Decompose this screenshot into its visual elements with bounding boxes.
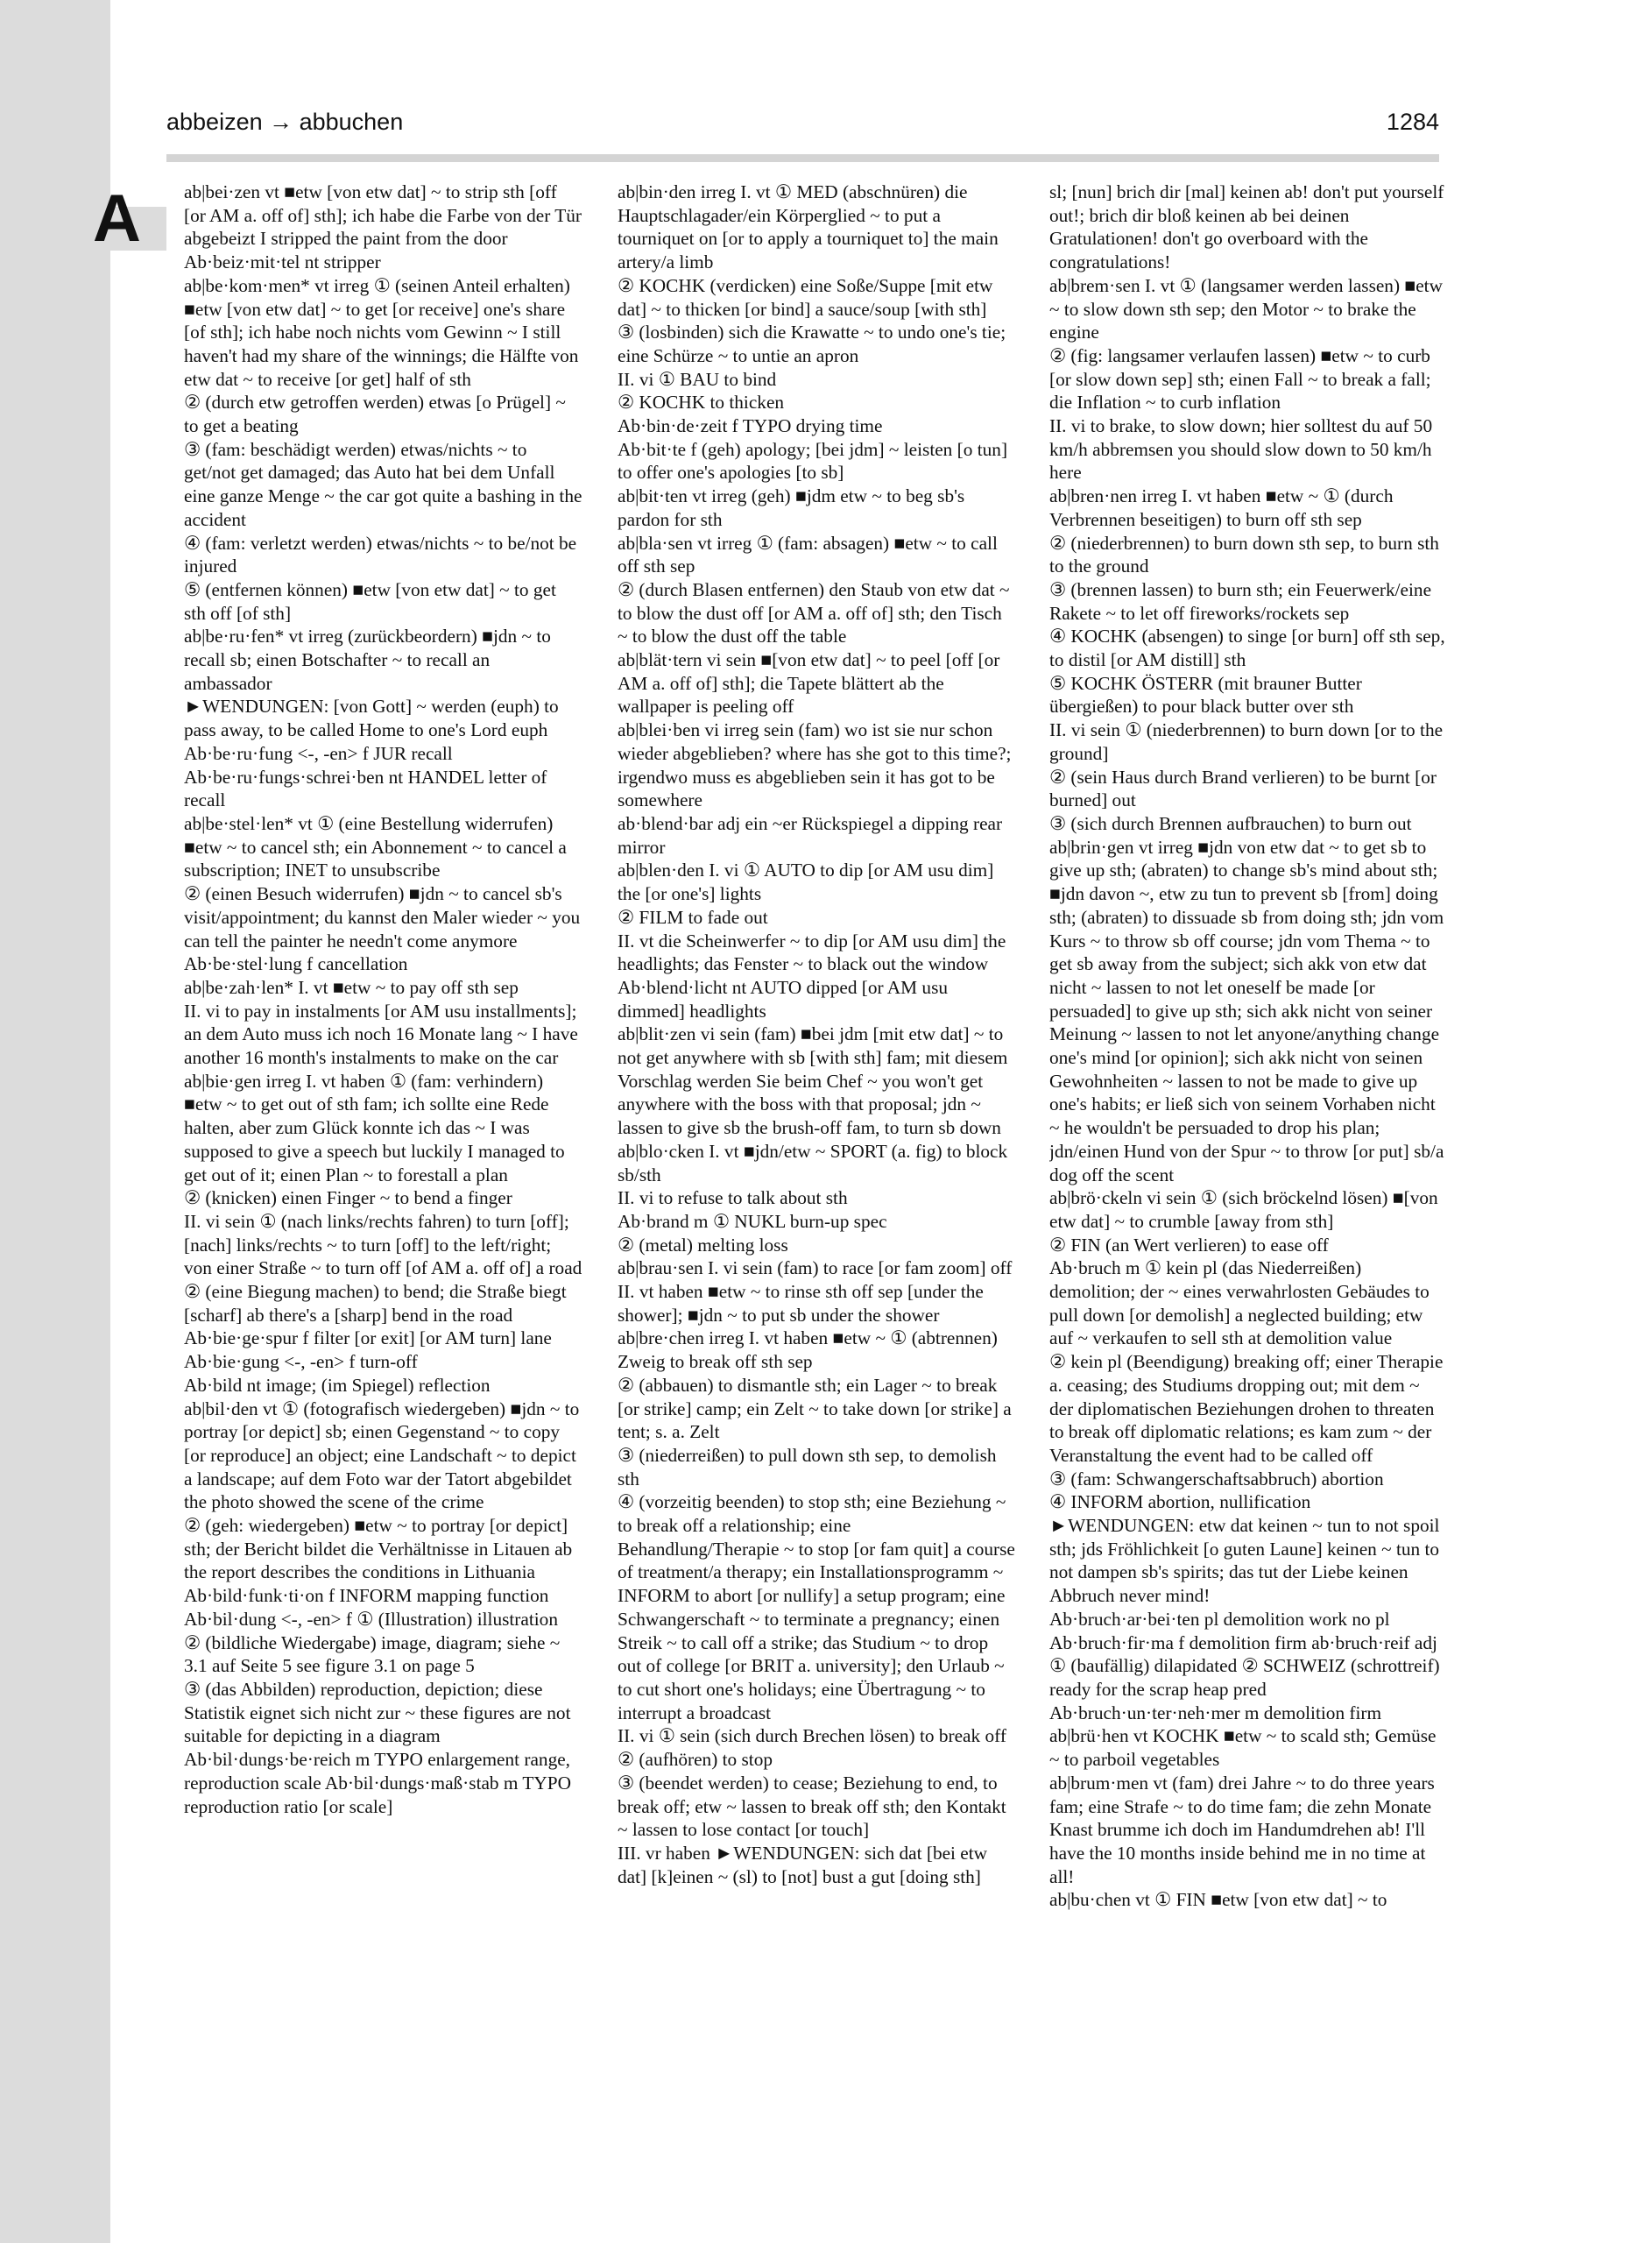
dictionary-entry: Ab·bil·dungs·be·reich m TYPO enlargement range, reproduction scale Ab·bil·dungs·maß·stab m TYPO reproduction ratio [or scale] — [184, 1749, 572, 1817]
dictionary-entry: ab|brin·gen vt irreg ■jdn von etw dat ~ to get sb to give up sth; (abraten) to change sb's mind about sth; ■jdn davon ~, etw zu tun to prevent sb [from] doing sth; (abraten) to dissuade sb from doing sth; jdn vom Kurs ~ to throw sb off course; jdn vom Thema ~ to get sb away from the subject; sich akk von etw dat nicht ~ lassen to not let oneself be made [or persuaded] to give up sth; sich akk nicht von seiner Meinung ~ lassen to not let anyone/anything change one's mind [or opinion]; sich akk nicht von seinen Gewohnheiten ~ lassen to not be made to give up one's habits; er ließ sich von seinem Vorhaben nicht ~ he wouldn't be persuaded to drop his plan; jdn/einen Hund von der Spur ~ to throw [or put] sb/a dog off the scent — [1049, 836, 1444, 1185]
dictionary-entry: ab|be·stel·len* vt ① (eine Bestellung widerrufen) ■etw ~ to cancel sth; ein Abonnement ~ to cancel a subscription; INET to unsubscribe — [184, 812, 567, 881]
dictionary-entry: ab|bre·chen irreg I. vt haben ■etw ~ ① (abtrennen) Zweig to break off sth sep — [618, 1327, 998, 1373]
dictionary-entry: ② FILM to fade out — [618, 906, 768, 928]
dictionary-entry: ab|blen·den I. vi ① AUTO to dip [or AM usu dim] the [or one's] lights — [618, 860, 994, 905]
dictionary-entry: II. vi to pay in instalments [or AM usu installments]; an dem Auto muss ich noch 16 Monate lang ~ I have another 16 month's instalments to make on the car — [184, 1000, 578, 1069]
page-number: 1284 — [1386, 109, 1439, 135]
dictionary-entry: ② KOCHK to thicken — [618, 392, 785, 414]
dictionary-entry: ab|brü·hen vt KOCHK ■etw ~ to scald sth; Gemüse ~ to parboil vegetables — [1049, 1725, 1437, 1771]
dictionary-entry: ab|bit·ten vt irreg (geh) ■jdm etw ~ to beg sb's pardon for sth — [618, 485, 965, 530]
dictionary-entry: II. vt haben ■etw ~ to rinse sth off sep [under the shower]; ■jdn ~ to put sb under the shower — [618, 1281, 984, 1326]
dictionary-entry: ② kein pl (Beendigung) breaking off; einer Therapie a. ceasing; des Studiums dropping out; mit dem ~ der diplomatischen Beziehungen drohen to threaten to break off diplomatic relations; es kam zum ~ der Veranstaltung the event had to be called off — [1049, 1351, 1444, 1466]
dictionary-entry: ② FIN (an Wert verlieren) to ease off — [1049, 1234, 1329, 1256]
dictionary-entry: Ab·bruch·ar·bei·ten pl demolition work no pl Ab·bruch·fir·ma f demolition firm ab·bruch·reif adj ① (baufällig) dilapidated ② SCHWEIZ (schrottreif) ready for the scrap heap pred Ab·bruch·un·ter·neh·mer m demolition firm — [1049, 1608, 1440, 1723]
dictionary-entry: II. vi ① sein (sich durch Brechen lösen) to break off — [618, 1725, 1006, 1747]
dictionary-entry: ab|bin·den irreg I. vt ① MED (abschnüren) die Hauptschlagader/ein Körperglied ~ to put a tourniquet on [or to apply a tourniquet to] the main artery/a limb — [618, 181, 999, 273]
dictionary-entry: ③ (niederreißen) to pull down sth sep, to demolish sth — [618, 1444, 997, 1489]
dictionary-entry: ② (geh: wiedergeben) ■etw ~ to portray [or depict] sth; der Bericht bildet die Verhältnisse in Litauen ab the report describes the conditions in Lithuania — [184, 1515, 573, 1583]
dictionary-entry: ② (aufhören) to stop — [618, 1749, 773, 1771]
dictionary-entry: ab|bil·den vt ① (fotografisch wiedergeben) ■jdn ~ to portray [or depict] sb; einen Gegenstand ~ to copy [or reproduce] an object; eine Landschaft ~ to depict a landscape; auf dem Foto war der Tatort abgebildet the photo showed the scene of the crime — [184, 1397, 580, 1513]
dictionary-entry: Ab·bin·de·zeit f TYPO drying time — [618, 415, 883, 437]
dictionary-entry: ③ (brennen lassen) to burn sth; ein Feuerwerk/eine Rakete ~ to let off fireworks/rockets sep — [1049, 578, 1432, 624]
dictionary-entry: ④ (vorzeitig beenden) to stop sth; eine Beziehung ~ to break off a relationship; eine Behandlung/Therapie ~ to stop [or fam quit] a course of treatment/a therapy; ein Installationsprogramm ~ INFORM to abort [or nullify] a setup program; eine Schwangerschaft ~ to terminate a pregnancy; einen Streik ~ to call off a strike; das Studium ~ to drop out of college [or BRIT a. university]; den Urlaub ~ to cut short one's holidays; eine Übertragung ~ to interrupt a broadcast — [618, 1491, 1015, 1723]
running-head: abbeizen → abbuchen — [166, 109, 404, 135]
dictionary-entry: II. vt die Scheinwerfer ~ to dip [or AM usu dim] the headlights; das Fenster ~ to black out the window — [618, 930, 1006, 975]
dictionary-entry: ab|bren·nen irreg I. vt haben ■etw ~ ① (durch Verbrennen beseitigen) to burn off sth sep — [1049, 485, 1394, 530]
dictionary-entry: II. vi sein ① (nach links/rechts fahren) to turn [off]; [nach] links/rechts ~ to turn [off] to the left/right; von einer Straße ~ to turn off [of AM a. off of] a road — [184, 1210, 582, 1279]
letter-tab — [0, 181, 166, 256]
dictionary-entry: Ab·brand m ① NUKL burn-up spec — [618, 1210, 887, 1232]
dictionary-entry: ab|blei·ben vi irreg sein (fam) wo ist sie nur schon wieder abgeblieben? where has she got to this time?; irgendwo muss es abgeblieben sein it has got to be somewhere — [618, 719, 1012, 811]
dictionary-entry: ab|bu·chen vt ① FIN ■etw [von etw dat] ~ to — [1049, 1889, 1387, 1911]
dictionary-entry: ab|blit·zen vi sein (fam) ■bei jdm [mit etw dat] ~ to not get anywhere with sb [with sth] fam; mit diesem Vorschlag werden Sie beim Chef ~ you won't get anywhere with the boss with that proposal; jdn ~ lassen to give sb the brush-off fam, to turn sb down — [618, 1023, 1008, 1139]
dictionary-entry: Ab·bie·gung <-, -en> f turn-off — [184, 1351, 418, 1373]
dictionary-entry: Ab·beiz·mit·tel nt stripper — [184, 251, 381, 273]
section-letter: A — [93, 181, 141, 256]
dictionary-entry: ② (abbauen) to dismantle sth; ein Lager ~ to break [or strike] camp; ein Zelt ~ to take down [or strike] a tent; s. a. Zelt — [618, 1374, 1012, 1443]
dictionary-entry: Ab·bruch m ① kein pl (das Niederreißen) demolition; der ~ eines verwahrlosten Gebäudes to pull down [or demolish] a neglected building; etw auf ~ verkaufen to sell sth at demolition value — [1049, 1257, 1430, 1349]
dictionary-entry: ab|bla·sen vt irreg ① (fam: absagen) ■etw ~ to call off sth sep — [618, 532, 998, 577]
dictionary-entry: ►WENDUNGEN: [von Gott] ~ werden (euph) to pass away, to be called Home to one's Lord euph — [184, 696, 559, 741]
dictionary-entry: ab·blend·bar adj ein ~er Rückspiegel a dipping rear mirror — [618, 812, 1003, 858]
dictionary-entry: ② (fig: langsamer verlaufen lassen) ■etw ~ to curb [or slow down sep] sth; einen Fall ~ to break a fall; die Inflation ~ to curb inflation — [1049, 344, 1431, 414]
dictionary-entry: ab|be·kom·men* vt irreg ① (seinen Anteil erhalten) ■etw [von etw dat] ~ to get [or receive] one's share [of sth]; ich habe noch nichts vom Gewinn ~ I still haven't had my share of the winnings; die Hälfte von etw dat ~ to receive [or get] half of sth — [184, 274, 579, 390]
dictionary-entry: III. vr haben ►WENDUNGEN: sich dat [bei etw dat] [k]einen ~ (sl) to [not] bust a gut [doing sth] — [618, 1842, 988, 1887]
dictionary-entry: Ab·bil·dung <-, -en> f ① (Illustration) illustration — [184, 1608, 558, 1630]
dictionary-entry: ③ (das Abbilden) reproduction, depiction; diese Statistik eignet sich nicht zur ~ these figures are not suitable for depicting in a diagram — [184, 1679, 571, 1747]
dictionary-entry: Ab·be·ru·fung <-, -en> f JUR recall — [184, 742, 453, 764]
column-2 — [618, 180, 1016, 2196]
dictionary-entry: ② (eine Biegung machen) to bend; die Straße biegt [scharf] ab there's a [sharp] bend in the road — [184, 1281, 567, 1326]
dictionary-entry: ab|brö·ckeln vi sein ① (sich bröckelnd lösen) ■[von etw dat] ~ to crumble [away from sth] — [1049, 1187, 1438, 1232]
dictionary-entry: ab|brum·men vt (fam) drei Jahre ~ to do three years fam; eine Strafe ~ to do time fam; die zehn Monate Knast brumme ich doch im Handumdrehen ab! I'll have the 10 months inside behind me in no time at all! — [1049, 1772, 1435, 1887]
dictionary-entry: sl; [nun] brich dir [mal] keinen ab! don't put yourself out!; brich dir bloß keinen ab bei deinen Gratulationen! don't go overboard with the congratulations! — [1049, 181, 1444, 273]
column-3 — [1049, 180, 1448, 2196]
dictionary-entry: ② (bildliche Wiedergabe) image, diagram; siehe ~ 3.1 auf Seite 5 see figure 3.1 on page 5 — [184, 1631, 561, 1677]
dictionary-entry: II. vi sein ① (niederbrennen) to burn down [or to the ground] — [1049, 719, 1444, 764]
dictionary-entry: ② (metal) melting loss — [618, 1234, 788, 1256]
dictionary-entry: ab|be·zah·len* I. vt ■etw ~ to pay off sth sep — [184, 976, 519, 998]
dictionary-entry: II. vi to refuse to talk about sth — [618, 1187, 848, 1209]
dictionary-entry: ⑤ KOCHK ÖSTERR (mit brauner Butter übergießen) to pour black butter over sth — [1049, 672, 1362, 718]
dictionary-entry: ④ INFORM abortion, nullification — [1049, 1491, 1311, 1513]
dictionary-entry: ② (knicken) einen Finger ~ to bend a finger — [184, 1187, 512, 1209]
dictionary-entry: Ab·bild·funk·ti·on f INFORM mapping function — [184, 1585, 549, 1607]
dictionary-entry: ② (durch etw getroffen werden) etwas [o Prügel] ~ to get a beating — [184, 392, 566, 437]
dictionary-entry: II. vi ① BAU to bind — [618, 368, 777, 390]
dictionary-entry: ③ (fam: beschädigt werden) etwas/nichts ~ to get/not get damaged; das Auto hat bei dem Unfall eine ganze Menge ~ the car got quite a bashing in the accident — [184, 438, 582, 530]
thumb-index-strip — [0, 0, 110, 2243]
dictionary-entry: Ab·be·stel·lung f cancellation — [184, 953, 408, 975]
dictionary-entry: ab|bie·gen irreg I. vt haben ① (fam: verhindern) ■etw ~ to get out of sth fam; ich sollte eine Rede halten, aber zum Glück konnte ich das ~ I was supposed to give a speech but luckily I managed to get out of it; einen Plan ~ to forestall a plan — [184, 1070, 565, 1185]
dictionary-entry: ② (niederbrennen) to burn down sth sep, to burn sth to the ground — [1049, 532, 1439, 577]
dictionary-entry: II. vi to brake, to slow down; hier solltest du auf 50 km/h abbremsen you should slow down to 50 km/h here — [1049, 415, 1433, 484]
dictionary-entry: Ab·blend·licht nt AUTO dipped [or AM usu dimmed] headlights — [618, 976, 949, 1022]
dictionary-entry: ③ (fam: Schwangerschaftsabbruch) abortion — [1049, 1468, 1384, 1489]
dictionary-entry: ② (sein Haus durch Brand verlieren) to be burnt [or burned] out — [1049, 766, 1437, 811]
dictionary-entry: ③ (losbinden) sich die Krawatte ~ to undo one's tie; eine Schürze ~ to untie an apron — [618, 322, 1006, 366]
dictionary-entry: Ab·bie·ge·spur f filter [or exit] [or AM turn] lane — [184, 1327, 552, 1349]
dictionary-entry: ab|blät·tern vi sein ■[von etw dat] ~ to peel [off [or AM a. off of] sth]; die Tapete blättert ab the wallpaper is peeling off — [618, 649, 1000, 718]
dictionary-entry: ④ (fam: verletzt werden) etwas/nichts ~ to be/not be injured — [184, 532, 577, 577]
dictionary-entry: ab|be·ru·fen* vt irreg (zurückbeordern) ■jdn ~ to recall sb; einen Botschafter ~ to recall an ambassador — [184, 626, 551, 694]
dictionary-entry: ③ (beendet werden) to cease; Beziehung to end, to break off; etw ~ lassen to break off sth; den Kontakt ~ lassen to lose contact [or touch] — [618, 1772, 1006, 1841]
dictionary-entry: Ab·bit·te f (geh) apology; [bei jdm] ~ leisten [o tun] to offer one's apologies [to sb] — [618, 438, 1008, 484]
dictionary-entry: ② (durch Blasen entfernen) den Staub von etw dat ~ to blow the dust off [or AM a. off of] sth; den Tisch ~ to blow the dust off the table — [618, 578, 1010, 647]
dictionary-entry: ab|bei·zen vt ■etw [von etw dat] ~ to strip sth [off [or AM a. off of] sth]; ich habe die Farbe von der Tür abgebeizt I stripped the paint from the door — [184, 181, 582, 250]
dictionary-entry: ab|blo·cken I. vt ■jdn/etw ~ SPORT (a. fig) to block sb/sth — [618, 1140, 1008, 1185]
dictionary-entry: Ab·be·ru·fungs·schrei·ben nt HANDEL letter of recall — [184, 766, 547, 811]
dictionary-entry: ② (einen Besuch widerrufen) ■jdn ~ to cancel sb's visit/appointment; du kannst den Maler wieder ~ you can tell the painter he needn't come anymore — [184, 883, 581, 952]
dictionary-entry: ⑤ (entfernen können) ■etw [von etw dat] ~ to get sth off [of sth] — [184, 578, 556, 624]
dictionary-entry: Ab·bild nt image; (im Spiegel) reflection — [184, 1374, 491, 1396]
dictionary-entry: ►WENDUNGEN: etw dat keinen ~ tun to not spoil sth; jds Fröhlichkeit [o guten Laune] keinen ~ tun to not dampen sb's spirits; das tut der Liebe keinen Abbruch never mind! — [1049, 1515, 1440, 1607]
header-rule — [166, 154, 1439, 162]
dictionary-entry: ab|brem·sen I. vt ① (langsamer werden lassen) ■etw ~ to slow down sth sep; den Motor ~ to brake the engine — [1049, 274, 1443, 343]
dictionary-entry: ③ (sich durch Brennen aufbrauchen) to burn out — [1049, 812, 1412, 834]
dictionary-entry: ② KOCHK (verdicken) eine Soße/Suppe [mit etw dat] ~ to thicken [or bind] a sauce/soup [with sth] — [618, 274, 993, 320]
dictionary-entry: ④ KOCHK (absengen) to singe [or burn] off sth sep, to distil [or AM distill] sth — [1049, 626, 1445, 671]
dictionary-entry: ab|brau·sen I. vi sein (fam) to race [or fam zoom] off — [618, 1257, 1013, 1279]
column-1 — [184, 180, 582, 2196]
